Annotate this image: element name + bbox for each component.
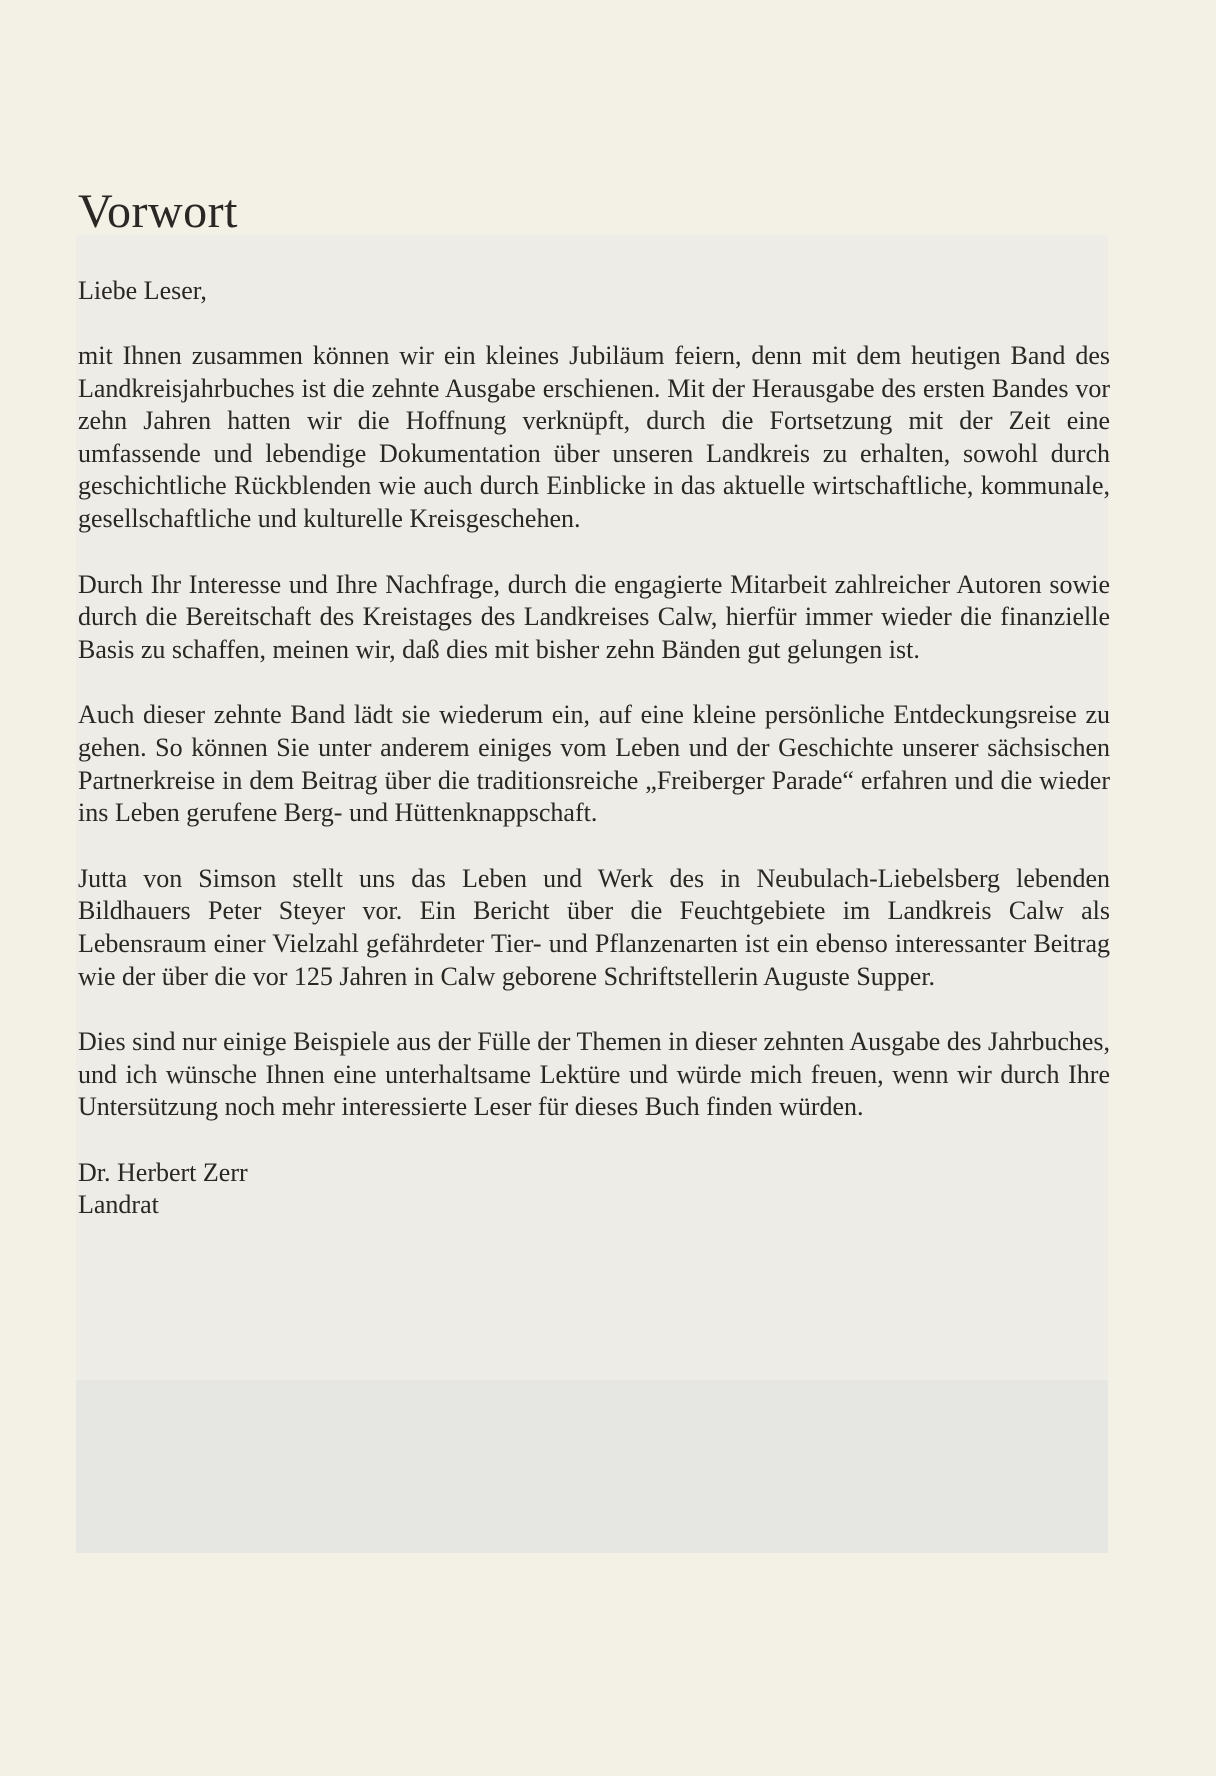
signature-role: Landrat: [78, 1189, 159, 1219]
paragraph-3: Auch dieser zehnte Band lädt sie wiederum ein, auf eine kleine persönliche Entdeckungsreise zu gehen. So können Sie unter anderem einiges vom Leben und der Geschichte unserer sächsischen Partnerkreise in dem Beitrag über die traditionsreiche „Freiberger Parade“ erfahren und die wieder ins Leben gerufene Berg- und Hüttenknappschaft.: [78, 700, 1110, 828]
paragraph-5: Dies sind nur einige Beispiele aus der Fülle der Themen in dieser zehnten Ausgabe des Jahrbuches, und ich wünsche Ihnen eine unterhaltsame Lektüre und würde mich freuen, wenn wir durch Ihre Untersützung noch mehr interessierte Leser für dieses Buch finden würden.: [78, 1027, 1111, 1122]
paragraph-4: Jutta von Simson stellt uns das Leben und Werk des in Neubulach-Liebelsberg lebenden Bildhauers Peter Steyer vor. Ein Bericht über die Feuchtgebiete im Landkreis Calw als Lebensraum einer Vielzahl gefährdeter Tier- und Pflanzenarten ist ein ebenso interessanter Beitrag wie der über die vor 125 Jahren in Calw geborene Schriftstellerin Auguste Supper.: [78, 863, 1110, 991]
document-page: [78, 185, 1110, 1221]
paragraph-2: Durch Ihr Interesse und Ihre Nachfrage, durch die engagierte Mitarbeit zahlreicher Autoren sowie durch die Bereitschaft des Kreistages des Landkreises Calw, hierfür immer wieder die finanzielle Basis zu schaffen, meinen wir, daß dies mit bisher zehn Bänden gut gelungen ist.: [78, 569, 1110, 664]
signature-block: [78, 1157, 1110, 1221]
reverse-page-image-bleed: [76, 1380, 1108, 1553]
salutation: Liebe Leser,: [78, 276, 207, 305]
paragraph-1: mit Ihnen zusammen können wir ein kleines Jubiläum feiern, denn mit dem heutigen Band des Landkreisjahrbuches ist die zehnte Ausgabe erschienen. Mit der Herausgabe des ersten Bandes vor zehn Jahren hatten wir die Hoffnung verknüpft, durch die Fortsetzung mit der Zeit eine umfassende und lebendige Dokumentation über unseren Landkreis zu erhalten, sowohl durch geschichtliche Rückblenden wie auch durch Einblicke in das aktuelle wirtschaftliche, kommunale, gesellschaftliche und kulturelle Kreisgeschehen.: [78, 341, 1110, 533]
signature-name: Dr. Herbert Zerr: [78, 1157, 248, 1187]
page-title: Vorwort: [78, 185, 238, 238]
